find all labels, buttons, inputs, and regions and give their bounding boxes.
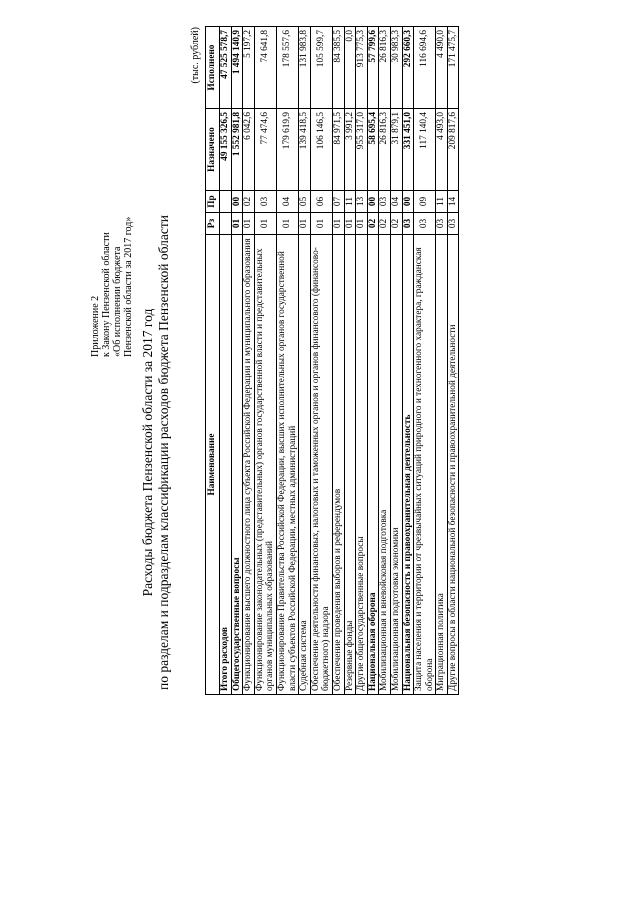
row-rz: 01 — [276, 213, 298, 235]
row-planned: 179 619,9 — [276, 109, 298, 191]
table-row — [254, 27, 276, 695]
row-executed: 171 475,7 — [447, 27, 459, 109]
row-pr: 00 — [231, 191, 243, 213]
row-name: Функционирование законодательных (представительных) органов государственной власти и представительных органов муниципальных образований — [254, 235, 276, 695]
table-row — [243, 27, 255, 695]
row-rz: 03 — [447, 213, 459, 235]
row-rz: 01 — [231, 213, 243, 235]
table-row — [447, 27, 459, 695]
table-row — [356, 27, 368, 695]
row-executed: 26 816,3 — [379, 27, 391, 109]
title-line: Расходы бюджета Пензенской области за 2017 год — [140, 308, 155, 597]
row-name: Функционирование Правительства Российской Федерации, высших исполнительных органов государственной власти субъектов Российской Федерации, местных администраций — [276, 235, 298, 695]
table-row — [379, 27, 391, 695]
header-rz: Рз — [206, 213, 220, 235]
row-name: Обеспечение деятельности финансовых, налоговых и таможенных органов и органов финансового (финансово-бюджетного) надзора — [310, 235, 332, 695]
row-executed: 178 557,6 — [276, 27, 298, 109]
table-row — [436, 27, 448, 695]
units-label: (тыс. рублей) — [190, 27, 201, 84]
row-pr: 11 — [436, 191, 448, 213]
total-name: Итого расходов — [220, 235, 232, 695]
expenditure-table — [205, 26, 459, 695]
appendix-line: к Закону Пензенской области — [101, 232, 112, 357]
row-rz: 02 — [379, 213, 391, 235]
row-name: Миграционная политика — [436, 235, 448, 695]
table-row — [344, 27, 356, 695]
appendix-line: «Об исполнении бюджета — [112, 246, 123, 357]
row-executed: 57 799,6 — [367, 27, 379, 109]
row-rz: 01 — [356, 213, 368, 235]
table-row — [402, 27, 414, 695]
row-pr: 05 — [299, 191, 311, 213]
row-rz: 03 — [414, 213, 436, 235]
row-executed: 74 641,8 — [254, 27, 276, 109]
row-pr: 04 — [390, 191, 402, 213]
row-name: Мобилизационная подготовка экономики — [390, 235, 402, 695]
row-planned: 6 042,6 — [243, 109, 255, 191]
row-rz: 02 — [390, 213, 402, 235]
table-header-row — [206, 27, 220, 695]
row-rz: 01 — [332, 213, 344, 235]
row-pr: 11 — [344, 191, 356, 213]
row-pr: 00 — [402, 191, 414, 213]
row-name: Защита населения и территории от чрезвычайных ситуаций природного и техногенного характера, гражданская оборона — [414, 235, 436, 695]
table-row — [367, 27, 379, 695]
row-planned: 106 146,5 — [310, 109, 332, 191]
row-name: Национальная оборона — [367, 235, 379, 695]
row-rz: 02 — [367, 213, 379, 235]
appendix-line: Пензенской области за 2017 год» — [123, 216, 134, 357]
total-pr — [220, 191, 232, 213]
row-executed: 105 599,7 — [310, 27, 332, 109]
row-executed: 292 660,3 — [402, 27, 414, 109]
row-executed: 131 983,8 — [299, 27, 311, 109]
header-executed: Исполнено — [206, 27, 220, 109]
appendix-line: Приложение 2 — [90, 295, 101, 357]
row-executed: 5 197,2 — [243, 27, 255, 109]
row-name: Другие общегосударственные вопросы — [356, 235, 368, 695]
row-rz: 01 — [344, 213, 356, 235]
row-planned: 955 317,0 — [356, 109, 368, 191]
row-name: Резервные фонды — [344, 235, 356, 695]
row-planned: 1 552 981,8 — [231, 109, 243, 191]
row-rz: 01 — [254, 213, 276, 235]
row-executed: 913 775,3 — [356, 27, 368, 109]
row-rz: 01 — [243, 213, 255, 235]
row-planned: 4 493,0 — [436, 109, 448, 191]
total-rz — [220, 213, 232, 235]
row-planned: 209 817,6 — [447, 109, 459, 191]
total-executed: 47 525 578,7 — [220, 27, 232, 109]
row-name: Другие вопросы в области национальной безопасности и правоохранительной деятельности — [447, 235, 459, 695]
document-title — [140, 0, 172, 905]
table-row — [414, 27, 436, 695]
row-rz: 03 — [436, 213, 448, 235]
row-executed: 0,0 — [344, 27, 356, 109]
row-executed: 30 983,3 — [390, 27, 402, 109]
table-row — [231, 27, 243, 695]
total-row — [220, 27, 232, 695]
row-planned: 77 474,6 — [254, 109, 276, 191]
table-row — [276, 27, 298, 695]
row-planned: 117 140,4 — [414, 109, 436, 191]
row-planned: 3 991,2 — [344, 109, 356, 191]
title-line: по разделам и подразделам классификации расходов бюджета Пензенской области — [156, 214, 171, 691]
header-pr: Пр — [206, 191, 220, 213]
row-rz: 03 — [402, 213, 414, 235]
row-pr: 07 — [332, 191, 344, 213]
table-row — [310, 27, 332, 695]
header-planned: Назначено — [206, 109, 220, 191]
row-rz: 01 — [310, 213, 332, 235]
row-pr: 04 — [276, 191, 298, 213]
row-pr: 06 — [310, 191, 332, 213]
row-executed: 4 490,0 — [436, 27, 448, 109]
row-pr: 09 — [414, 191, 436, 213]
table-row — [299, 27, 311, 695]
row-pr: 00 — [367, 191, 379, 213]
row-pr: 02 — [243, 191, 255, 213]
row-executed: 1 494 140,9 — [231, 27, 243, 109]
total-planned: 49 155 326,5 — [220, 109, 232, 191]
row-pr: 03 — [254, 191, 276, 213]
row-executed: 84 385,5 — [332, 27, 344, 109]
row-name: Мобилизационная и вневойсковая подготовка — [379, 235, 391, 695]
row-pr: 14 — [447, 191, 459, 213]
row-planned: 58 695,4 — [367, 109, 379, 191]
row-executed: 116 694,6 — [414, 27, 436, 109]
table-row — [332, 27, 344, 695]
row-planned: 84 971,5 — [332, 109, 344, 191]
row-planned: 139 418,5 — [299, 109, 311, 191]
appendix-note — [90, 17, 134, 357]
row-planned: 331 451,0 — [402, 109, 414, 191]
row-name: Судебная система — [299, 235, 311, 695]
row-name: Общегосударственные вопросы — [231, 235, 243, 695]
row-pr: 13 — [356, 191, 368, 213]
row-pr: 03 — [379, 191, 391, 213]
row-planned: 31 879,1 — [390, 109, 402, 191]
table-row — [390, 27, 402, 695]
row-name: Обеспечение проведения выборов и референдумов — [332, 235, 344, 695]
row-name: Национальная безопасность и правоохранительная деятельность — [402, 235, 414, 695]
row-planned: 26 816,3 — [379, 109, 391, 191]
row-rz: 01 — [299, 213, 311, 235]
row-name: Функционирование высшего должностного лица субъекта Российской Федерации и муниципального образования — [243, 235, 255, 695]
header-name: Наименование — [206, 235, 220, 695]
